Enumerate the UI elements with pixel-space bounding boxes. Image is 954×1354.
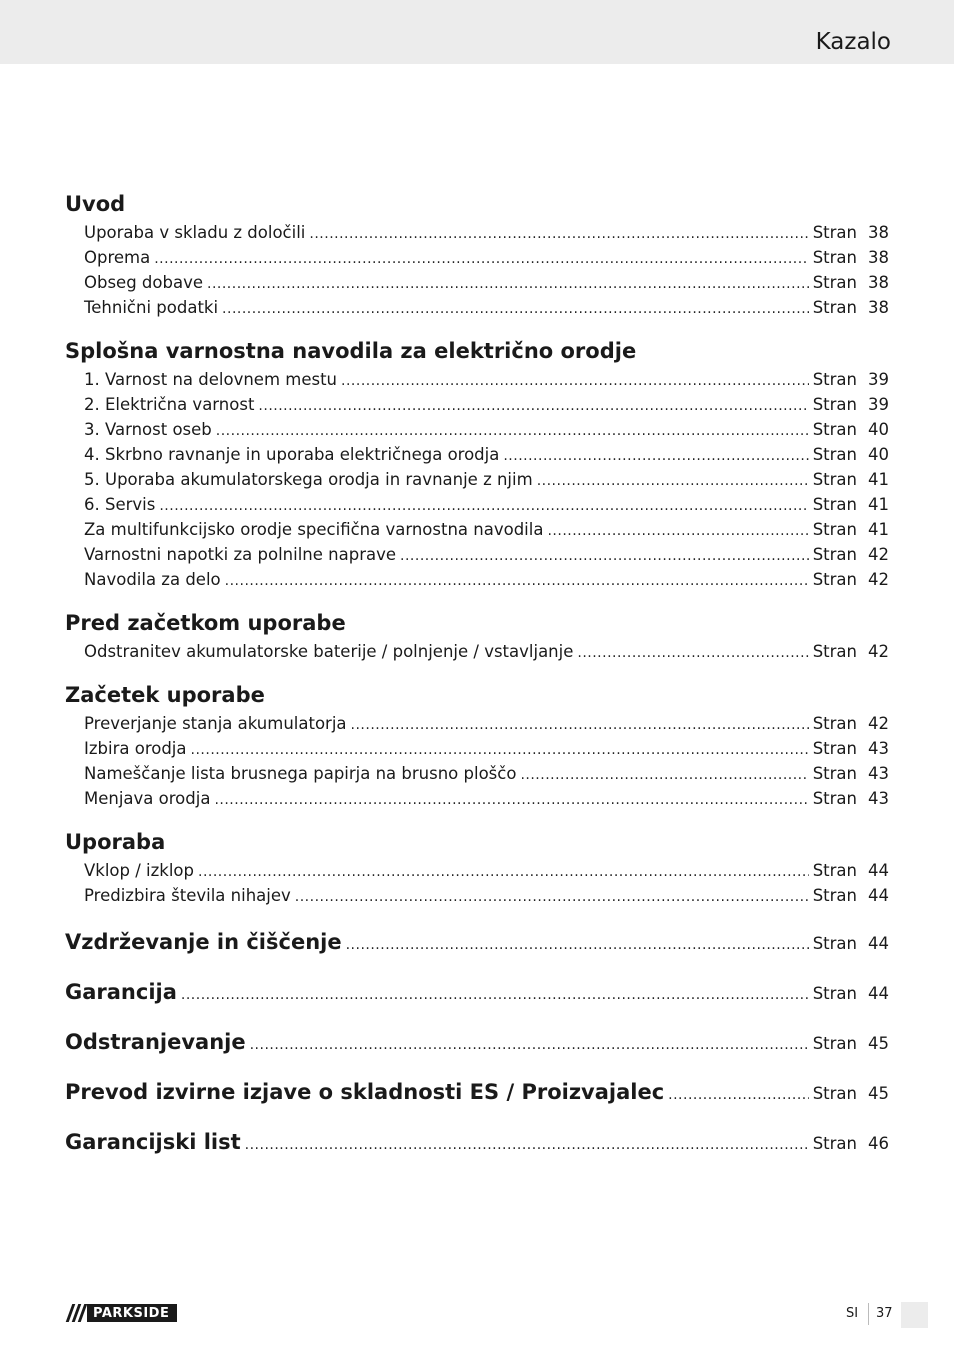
toc-page-number: 43 — [868, 789, 889, 808]
toc-entry[interactable] — [65, 295, 889, 320]
toc-page-ref — [813, 245, 889, 270]
toc-page-ref — [813, 984, 889, 1003]
toc-entry-label: 6. Servis — [84, 495, 156, 514]
toc-page-number: 38 — [868, 248, 889, 267]
toc-section — [65, 335, 889, 592]
toc-section — [65, 1026, 889, 1058]
toc-entry[interactable] — [65, 442, 889, 467]
toc-page-ref — [813, 1084, 889, 1103]
toc-section-heading-row — [65, 188, 889, 220]
toc-section-title: Garancija — [65, 980, 177, 1004]
toc-section — [65, 188, 889, 320]
toc-page-number: 42 — [868, 714, 889, 733]
toc-entry-label: 1. Varnost na delovnem mestu — [84, 370, 338, 389]
toc-section-title: Prevod izvirne izjave o skladnosti ES / Proizvajalec — [65, 1080, 665, 1104]
parkside-logo — [65, 1304, 177, 1322]
toc-page-number: 40 — [868, 420, 889, 439]
toc-page-word: Stran — [812, 934, 857, 953]
toc-page-ref — [813, 542, 889, 567]
toc-entry-label: Vklop / izklop — [84, 861, 194, 880]
toc-entry[interactable] — [65, 736, 889, 761]
toc-page-word: Stran — [812, 1034, 857, 1053]
toc-page-word: Stran — [812, 520, 857, 539]
toc-page-number: 44 — [868, 861, 889, 880]
toc-page-word: Stran — [812, 1084, 857, 1103]
toc-page-ref — [813, 220, 889, 245]
toc-page-ref — [813, 270, 889, 295]
toc-page-ref — [813, 858, 889, 883]
toc-entry[interactable] — [65, 883, 889, 908]
toc-entry[interactable] — [65, 392, 889, 417]
dot-leader — [520, 763, 808, 788]
toc-section-title[interactable]: Uporaba — [65, 830, 166, 854]
footer-page-number: 37 — [876, 1306, 893, 1321]
toc-section — [65, 679, 889, 811]
toc-page-word: Stran — [812, 886, 857, 905]
toc-page-word: Stran — [812, 545, 857, 564]
toc-page-number: 40 — [868, 445, 889, 464]
dot-leader — [181, 987, 809, 1003]
toc-page-word: Stran — [812, 248, 857, 267]
toc-entry-label: Navodila za delo — [84, 570, 221, 589]
dot-leader — [547, 519, 808, 544]
toc-page-ref — [813, 786, 889, 811]
toc-page-number: 41 — [868, 470, 889, 489]
toc-page-ref — [813, 567, 889, 592]
toc-page-number: 44 — [868, 984, 889, 1003]
toc-page-ref — [813, 367, 889, 392]
toc-section-title: Odstranjevanje — [65, 1030, 246, 1054]
dot-leader — [214, 788, 808, 813]
dot-leader — [351, 713, 809, 738]
toc-standalone-entry[interactable] — [65, 926, 889, 958]
toc-entry[interactable] — [65, 417, 889, 442]
dot-leader — [258, 394, 808, 419]
dot-leader — [216, 419, 809, 444]
page-title: Kazalo — [815, 29, 891, 55]
toc-page-ref — [813, 1134, 889, 1153]
toc-page-word: Stran — [812, 984, 857, 1003]
toc-page-number: 39 — [868, 370, 889, 389]
toc-section — [65, 926, 889, 958]
toc-entry-label: Menjava orodja — [84, 789, 211, 808]
dot-leader — [198, 860, 809, 885]
toc-page-number: 39 — [868, 395, 889, 414]
toc-page-ref — [813, 442, 889, 467]
toc-standalone-entry[interactable] — [65, 1026, 889, 1058]
toc-entry-label: Izbira orodja — [84, 739, 187, 758]
dot-leader — [159, 494, 808, 519]
dot-leader — [295, 885, 809, 910]
toc-standalone-entry[interactable] — [65, 1076, 889, 1108]
dot-leader — [207, 272, 809, 297]
toc-page-ref — [813, 517, 889, 542]
toc-section-title[interactable]: Pred začetkom uporabe — [65, 611, 346, 635]
toc-entry-label: Oprema — [84, 248, 151, 267]
toc-page-word: Stran — [812, 420, 857, 439]
toc-entry-label: Nameščanje lista brusnega papirja na brusno ploščo — [84, 764, 517, 783]
toc-entry-label: Uporaba v skladu z določili — [84, 223, 306, 242]
toc-page-word: Stran — [812, 223, 857, 242]
toc-entry-label: Za multifunkcijsko orodje specifična varnostna navodila — [84, 520, 544, 539]
toc-page-word: Stran — [812, 642, 857, 661]
dot-leader — [503, 444, 808, 469]
toc-entry[interactable] — [65, 858, 889, 883]
toc-entry-label: Obseg dobave — [84, 273, 203, 292]
logo-stripes-icon — [65, 1304, 87, 1322]
header-band — [0, 0, 954, 64]
dot-leader — [191, 738, 809, 763]
toc-page-number: 42 — [868, 642, 889, 661]
toc-page-number: 46 — [868, 1134, 889, 1153]
toc-section-heading-row — [65, 679, 889, 711]
toc-page-number: 45 — [868, 1084, 889, 1103]
dot-leader — [245, 1137, 809, 1153]
toc-entry-label: 5. Uporaba akumulatorskega orodja in ravnanje z njim — [84, 470, 533, 489]
toc-section — [65, 976, 889, 1008]
toc-section-title: Vzdrževanje in čiščenje — [65, 930, 342, 954]
toc-section-title[interactable]: Začetek uporabe — [65, 683, 265, 707]
toc-page-ref — [813, 883, 889, 908]
toc-entry[interactable] — [65, 567, 889, 592]
toc-entry[interactable] — [65, 245, 889, 270]
toc-entry-label: Odstranitev akumulatorske baterije / polnjenje / vstavljanje — [84, 642, 574, 661]
toc-entry[interactable] — [65, 786, 889, 811]
toc-page-word: Stran — [812, 764, 857, 783]
table-of-contents — [65, 188, 889, 1158]
toc-page-number: 41 — [868, 495, 889, 514]
toc-entry[interactable] — [65, 270, 889, 295]
toc-entry[interactable] — [65, 761, 889, 786]
footer-divider — [868, 1303, 869, 1325]
footer-tab-marker — [901, 1302, 928, 1328]
toc-page-ref — [813, 295, 889, 320]
dot-leader — [400, 544, 809, 569]
toc-page-number: 41 — [868, 520, 889, 539]
dot-leader — [668, 1087, 809, 1103]
toc-page-word: Stran — [812, 445, 857, 464]
toc-section-title[interactable]: Uvod — [65, 192, 126, 216]
toc-page-number: 43 — [868, 764, 889, 783]
toc-page-ref — [813, 417, 889, 442]
toc-page-word: Stran — [812, 298, 857, 317]
toc-entry-label: Tehnični podatki — [84, 298, 219, 317]
toc-page-number: 38 — [868, 298, 889, 317]
toc-section — [65, 826, 889, 908]
toc-entry[interactable] — [65, 542, 889, 567]
toc-page-number: 42 — [868, 570, 889, 589]
toc-entry[interactable] — [65, 517, 889, 542]
toc-section-heading-row — [65, 335, 889, 367]
toc-entry[interactable] — [65, 492, 889, 517]
toc-page-word: Stran — [812, 495, 857, 514]
toc-standalone-entry[interactable] — [65, 976, 889, 1008]
toc-page-word: Stran — [812, 570, 857, 589]
toc-entry[interactable] — [65, 220, 889, 245]
dot-leader — [250, 1037, 809, 1053]
toc-section-title: Garancijski list — [65, 1130, 241, 1154]
logo-text: PARKSIDE — [93, 1305, 170, 1321]
toc-entry[interactable] — [65, 711, 889, 736]
toc-page-word: Stran — [812, 861, 857, 880]
toc-page-word: Stran — [812, 739, 857, 758]
toc-page-number: 43 — [868, 739, 889, 758]
toc-page-word: Stran — [812, 789, 857, 808]
toc-entry-label: Predizbira števila nihajev — [84, 886, 291, 905]
toc-page-ref — [813, 711, 889, 736]
toc-section — [65, 607, 889, 664]
toc-standalone-entry[interactable] — [65, 1126, 889, 1158]
toc-entry-label: Varnostni napotki za polnilne naprave — [84, 545, 397, 564]
toc-page-number: 44 — [868, 934, 889, 953]
toc-page-ref — [813, 934, 889, 953]
toc-page-ref — [813, 761, 889, 786]
toc-page-word: Stran — [812, 470, 857, 489]
toc-page-number: 44 — [868, 886, 889, 905]
dot-leader — [346, 937, 809, 953]
toc-entry[interactable] — [65, 467, 889, 492]
toc-entry[interactable] — [65, 639, 889, 664]
toc-page-word: Stran — [812, 273, 857, 292]
dot-leader — [577, 641, 808, 666]
toc-page-word: Stran — [812, 370, 857, 389]
toc-page-ref — [813, 639, 889, 664]
toc-section-heading-row — [65, 607, 889, 639]
toc-entry-label: Preverjanje stanja akumulatorja — [84, 714, 347, 733]
toc-page-ref — [813, 736, 889, 761]
toc-entry-label: 2. Električna varnost — [84, 395, 255, 414]
toc-page-word: Stran — [812, 1134, 857, 1153]
footer-language: SI — [846, 1306, 859, 1321]
toc-page-number: 38 — [868, 273, 889, 292]
toc-page-ref — [813, 392, 889, 417]
dot-leader — [154, 247, 808, 272]
dot-leader — [341, 369, 809, 394]
toc-page-ref — [813, 1034, 889, 1053]
dot-leader — [222, 297, 809, 322]
toc-section-title[interactable]: Splošna varnostna navodila za električno orodje — [65, 339, 637, 363]
toc-page-number: 45 — [868, 1034, 889, 1053]
toc-page-number: 42 — [868, 545, 889, 564]
toc-entry[interactable] — [65, 367, 889, 392]
toc-page-ref — [813, 492, 889, 517]
toc-section — [65, 1076, 889, 1108]
toc-page-word: Stran — [812, 714, 857, 733]
dot-leader — [225, 569, 809, 594]
toc-page-ref — [813, 467, 889, 492]
toc-section — [65, 1126, 889, 1158]
toc-section-heading-row — [65, 826, 889, 858]
toc-entry-label: 3. Varnost oseb — [84, 420, 212, 439]
dot-leader — [537, 469, 809, 494]
toc-page-word: Stran — [812, 395, 857, 414]
dot-leader — [309, 222, 808, 247]
toc-entry-label: 4. Skrbno ravnanje in uporaba električnega orodja — [84, 445, 500, 464]
toc-page-number: 38 — [868, 223, 889, 242]
